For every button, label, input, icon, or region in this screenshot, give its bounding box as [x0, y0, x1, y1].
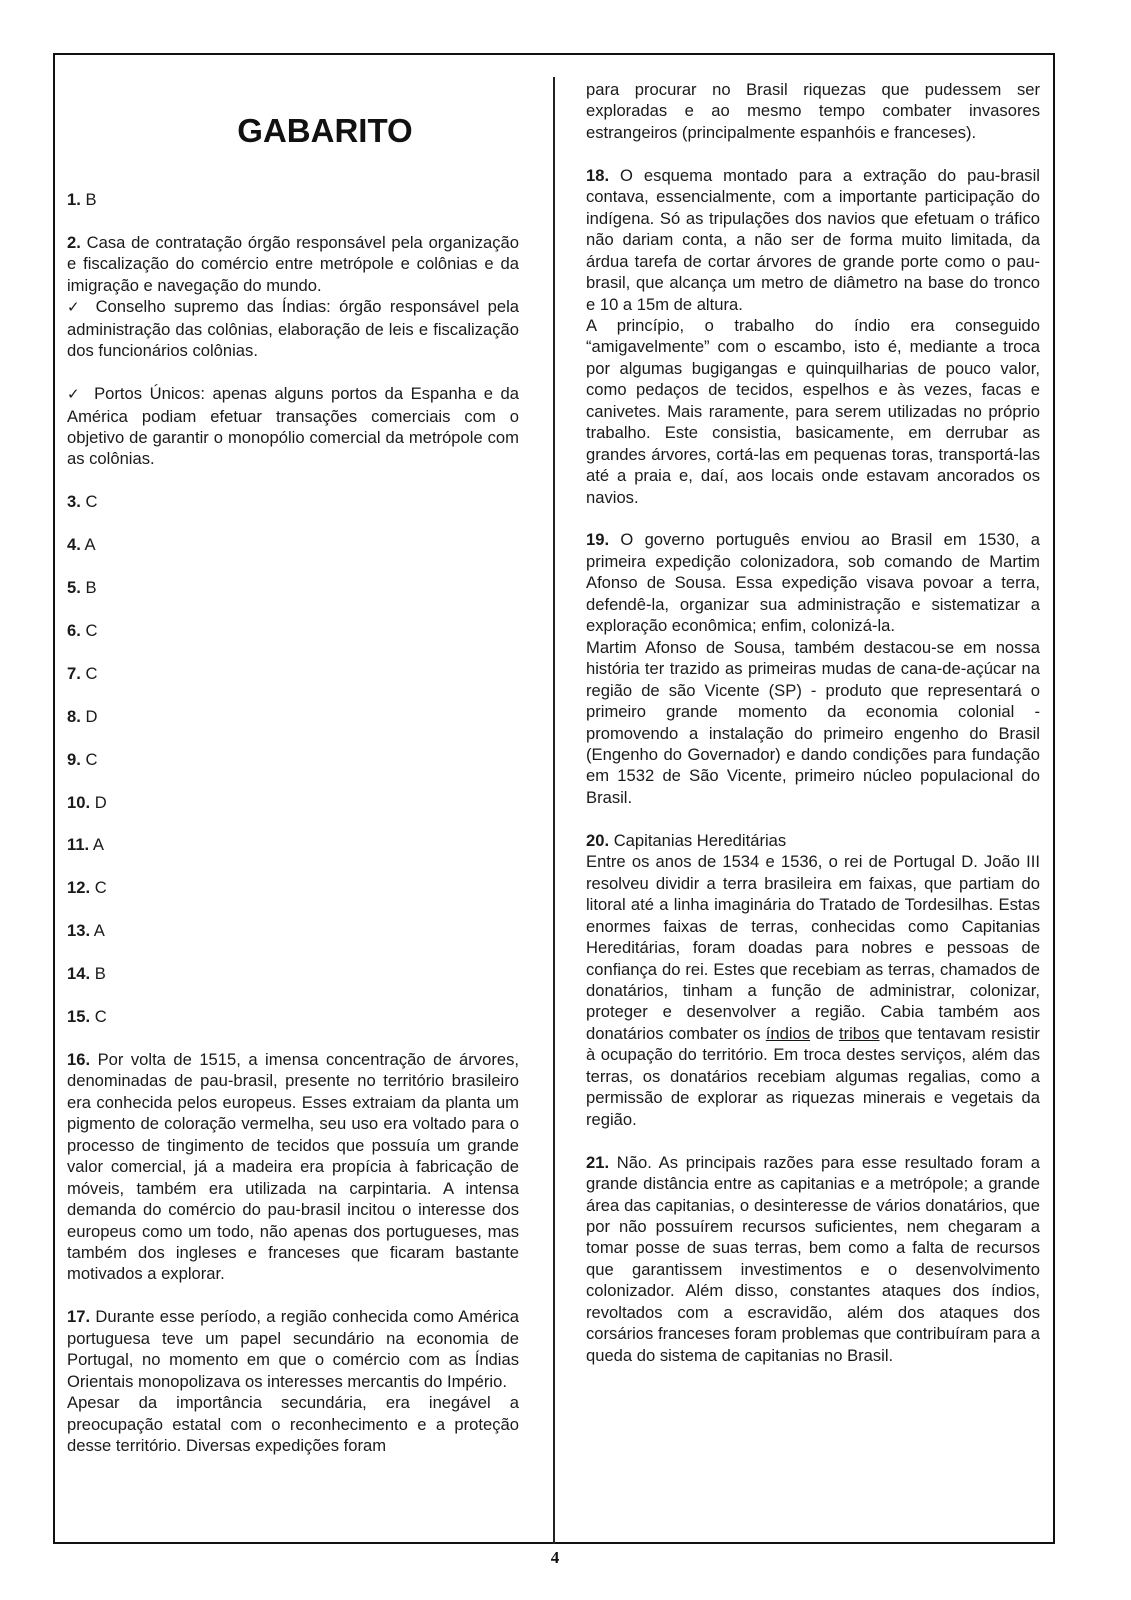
answer-17: 17. Durante esse período, a região conhecida como América portuguesa teve um papel secundário na economia de Portugal, no momento em que o comércio com as Índias Orientais monopolizava os interesses mercantis do Império.	[67, 1307, 519, 1391]
answer-3: 3. C	[67, 492, 98, 512]
page-number: 4	[550, 1548, 560, 1567]
answer-19-paragraph-2: Martim Afonso de Sousa, também destacou-se em nossa história ter trazido as primeiras mudas de cana-de-açúcar na região de são Vicente (SP) - produto que representará o primeiro grande momento da economia colonial - promovendo a instalação do primeiro engenho do Brasil (Engenho do Governador) e dando condições para fundação em 1532 de São Vicente, primeiro núcleo populacional do Brasil.	[586, 637, 1040, 807]
answer-18: 18. O esquema montado para a extração do pau-brasil contava, essencialmente, com a importante participação do indígena. Só as tripulações dos navios que efetuam o tráfico não dariam conta, a não ser de forma muito limitada, da árdua tarefa de cortar árvores de grande porte como o pau-brasil, que alcança um metro de diâmetro na base do tronco e 10 a 15m de altura.	[586, 165, 1040, 314]
answer-5: 5. B	[67, 578, 97, 598]
answer-18-paragraph-2: A princípio, o trabalho do índio era conseguido “amigavelmente” com o escambo, isto é, mediante a troca por algumas bugigangas e quinquilharias de pouco valor, como pedaços de tecidos, espelhos e às vezes, facas e canivetes. Mais raramente, para serem utilizadas no próprio trabalho. Este consistia, basicamente, em derrubar as grandes árvores, cortá-las em pequenas toras, transportá-las até a praia e, daí, aos locais onde estavam ancorados os navios.	[586, 315, 1040, 507]
answer-2-bullet-1: ✓ Conselho supremo das Índias: órgão responsável pela administração das colônias, elaboração de leis e fiscalização dos funcionários colônias.	[67, 297, 519, 361]
answer-11: 11. A	[67, 835, 104, 855]
answer-17-continued: Apesar da importância secundária, era inegável a preocupação estatal com o reconhecimento e a proteção desse território. Diversas expedições foram	[67, 1393, 519, 1456]
checkmark-icon: ✓	[67, 299, 84, 317]
left-column	[67, 61, 519, 1456]
link-indios[interactable]: índios	[765, 1023, 811, 1043]
answer-10: 10. D	[67, 792, 107, 812]
answer-21: 21. Não. As principais razões para esse resultado foram a grande distância entre as capitanias e a metrópole; a grande área das capitanias, o desinteresse de vários donatários, que por não possuírem recursos suficientes, nem chegaram a tomar posse de suas terras, bem como a falta de recursos que garantissem investimentos e o desenvolvimento colonizador. Além disso, constantes ataques dos índios, revoltados com a escravidão, além dos ataques dos corsários franceses foram problemas que contribuíram para a queda do sistema de capitanias no Brasil.	[586, 1152, 1040, 1365]
checkmark-icon: ✓	[67, 386, 83, 404]
answer-20-heading: 20. Capitanias Hereditárias	[586, 830, 787, 850]
answer-9: 9. C	[67, 749, 98, 769]
answer-1: 1. B	[67, 190, 97, 209]
answer-6: 6. C	[67, 620, 98, 640]
answer-15: 15. C	[67, 1006, 107, 1026]
answer-17-continued-right: para procurar no Brasil riquezas que pudessem ser exploradas e ao mesmo tempo combater invasores estrangeiros (principalmente espanhóis e franceses).	[586, 80, 1040, 142]
answer-14: 14. B	[67, 964, 106, 984]
link-tribos[interactable]: tribos	[838, 1023, 880, 1043]
answer-20: Entre os anos de 1534 e 1536, o rei de Portugal D. João III resolveu dividir a terra brasileira em faixas, que partiam do litoral até a linha imaginária do Tratado de Tordesilhas. Estas enormes faixas de terras, conhecidas como Capitanias Hereditárias, foram doadas para nobres e pessoas de confiança do rei. Estes que recebiam as terras, chamados de donatários, tinham a função de administrar, colonizar, proteger e desenvolver a região. Cabia também aos donatários combater os índios de tribos que tentavam resistir à ocupação do território. Em troca destes serviços, além das terras, os donatários recebiam algumas regalias, como a permissão de explorar as riquezas minerais e vegetais da região.	[586, 852, 1040, 1129]
answer-19: 19. O governo português enviou ao Brasil em 1530, a primeira expedição colonizadora, sob comando de Martim Afonso de Sousa. Essa expedição visava povoar a terra, defendê-la, organizar sua administração e sistematizar a exploração econômica; enfim, colonizá-la.	[586, 530, 1040, 636]
answer-13: 13. A	[67, 921, 105, 941]
answer-7: 7. C	[67, 663, 98, 683]
answer-2: 2. Casa de contratação órgão responsável pela organização e fiscalização do comércio entre metrópole e colônias e da imigração e navegação do mundo.	[67, 232, 519, 295]
answer-16: 16. Por volta de 1515, a imensa concentração de árvores, denominadas de pau-brasil, presente no território brasileiro era conhecida pelos europeus. Esses extraiam da planta um pigmento de coloração vermelha, seu uso era voltado para o processo de tingimento de tecidos que possuía um grande valor comercial, já a madeira era propícia à fabricação de móveis, também era utilizada na carpintaria. A intensa demanda do comércio do pau-brasil incitou o interesse dos europeus como um todo, não apenas dos portugueses, mas também dos ingleses e franceses que ficaram bastante motivados a explorar.	[67, 1049, 519, 1284]
answer-12: 12. C	[67, 878, 107, 898]
page-frame	[53, 53, 1055, 1544]
answer-4: 4. A	[67, 535, 96, 555]
right-column	[586, 79, 1040, 1366]
answer-2-bullet-2: ✓ Portos Únicos: apenas alguns portos da Espanha e da América podiam efetuar transações comerciais com o objetivo de garantir o monopólio comercial da metrópole com as colônias.	[67, 384, 519, 469]
page-title: GABARITO	[237, 112, 413, 149]
answer-8: 8. D	[67, 706, 98, 726]
column-divider	[553, 77, 555, 1544]
